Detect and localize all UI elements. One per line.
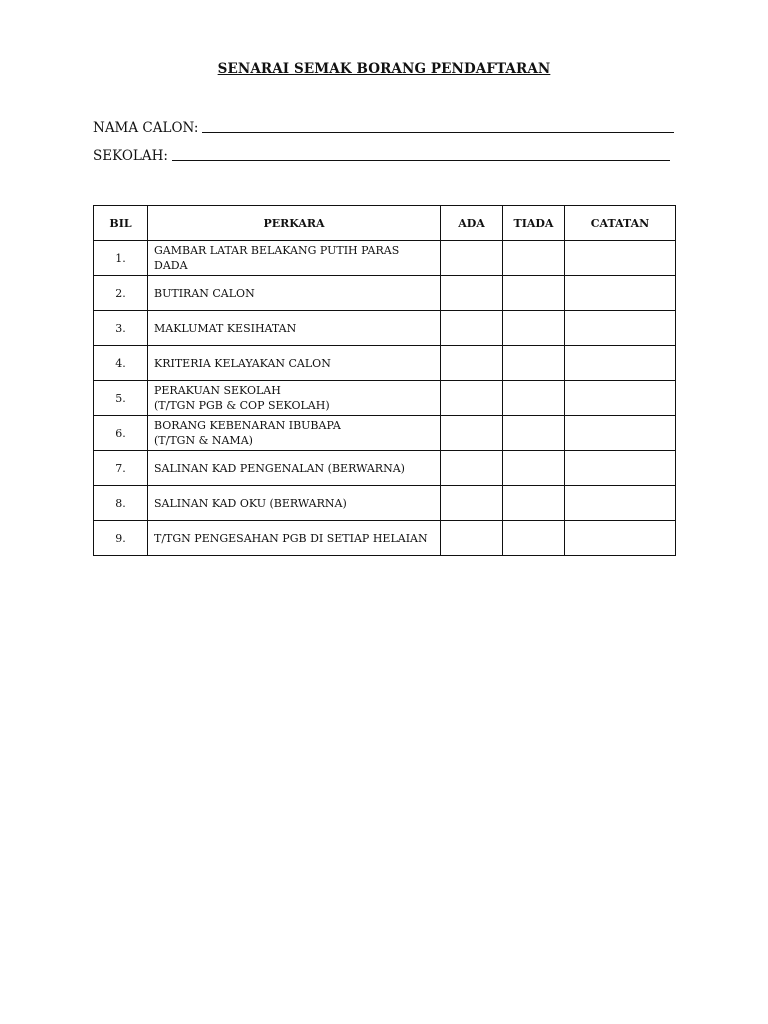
tiada-cell[interactable] — [503, 276, 565, 311]
row-bil: 7. — [94, 451, 148, 486]
sekolah-label: SEKOLAH: — [93, 148, 168, 164]
table-row — [94, 346, 676, 381]
tiada-cell[interactable] — [503, 241, 565, 276]
tiada-cell[interactable] — [503, 346, 565, 381]
row-perkara-text: KRITERIA KELAYAKAN CALON — [154, 356, 331, 370]
ada-cell[interactable] — [441, 346, 503, 381]
catatan-cell[interactable] — [565, 311, 676, 346]
row-bil: 6. — [94, 416, 148, 451]
row-perkara-subtext: (T/TGN & NAMA) — [154, 434, 253, 447]
row-perkara-subtext: (T/TGN PGB & COP SEKOLAH) — [154, 399, 330, 412]
row-perkara — [148, 346, 441, 381]
row-perkara-text: BUTIRAN CALON — [154, 286, 255, 300]
row-perkara — [148, 311, 441, 346]
tiada-cell[interactable] — [503, 416, 565, 451]
tiada-cell[interactable] — [503, 451, 565, 486]
table-row — [94, 276, 676, 311]
ada-cell[interactable] — [441, 381, 503, 416]
nama-calon-field — [93, 116, 674, 136]
row-perkara-text: T/TGN PENGESAHAN PGB DI SETIAP HELAIAN — [154, 531, 428, 545]
header-perkara: PERKARA — [148, 206, 441, 241]
tiada-cell[interactable] — [503, 381, 565, 416]
catatan-cell[interactable] — [565, 451, 676, 486]
table-row — [94, 521, 676, 556]
row-perkara — [148, 241, 441, 276]
ada-cell[interactable] — [441, 451, 503, 486]
ada-cell[interactable] — [441, 276, 503, 311]
row-perkara-text: BORANG KEBENARAN IBUBAPA — [154, 419, 341, 432]
document-title: SENARAI SEMAK BORANG PENDAFTARAN — [217, 61, 551, 77]
checklist-table — [93, 205, 676, 556]
table-row — [94, 381, 676, 416]
catatan-cell[interactable] — [565, 381, 676, 416]
table-row — [94, 486, 676, 521]
row-perkara — [148, 381, 441, 416]
catatan-cell[interactable] — [565, 276, 676, 311]
header-catatan: CATATAN — [565, 206, 676, 241]
row-perkara-text: PERAKUAN SEKOLAH — [154, 384, 281, 397]
tiada-cell[interactable] — [503, 311, 565, 346]
row-perkara-text: GAMBAR LATAR BELAKANG PUTIH PARAS DADA — [154, 244, 400, 272]
header-tiada: TIADA — [503, 206, 565, 241]
row-bil: 4. — [94, 346, 148, 381]
catatan-cell[interactable] — [565, 346, 676, 381]
table-row — [94, 241, 676, 276]
catatan-cell[interactable] — [565, 241, 676, 276]
nama-calon-label: NAMA CALON: — [93, 120, 199, 136]
row-bil: 3. — [94, 311, 148, 346]
row-bil: 5. — [94, 381, 148, 416]
catatan-cell[interactable] — [565, 416, 676, 451]
table-row — [94, 311, 676, 346]
row-perkara-text: SALINAN KAD OKU (BERWARNA) — [154, 496, 347, 510]
row-perkara-text: MAKLUMAT KESIHATAN — [154, 321, 297, 335]
row-perkara — [148, 451, 441, 486]
header-ada: ADA — [441, 206, 503, 241]
row-bil: 1. — [94, 241, 148, 276]
sekolah-field — [93, 144, 670, 164]
nama-calon-blank-line — [202, 132, 674, 133]
header-bil: BIL — [94, 206, 148, 241]
ada-cell[interactable] — [441, 486, 503, 521]
row-perkara-text: SALINAN KAD PENGENALAN (BERWARNA) — [154, 461, 405, 475]
row-perkara — [148, 416, 441, 451]
catatan-cell[interactable] — [565, 486, 676, 521]
catatan-cell[interactable] — [565, 521, 676, 556]
sekolah-blank-line — [172, 160, 670, 161]
table-header-row — [94, 206, 676, 241]
row-bil: 9. — [94, 521, 148, 556]
ada-cell[interactable] — [441, 241, 503, 276]
ada-cell[interactable] — [441, 521, 503, 556]
ada-cell[interactable] — [441, 416, 503, 451]
row-bil: 2. — [94, 276, 148, 311]
row-perkara — [148, 521, 441, 556]
row-perkara — [148, 486, 441, 521]
tiada-cell[interactable] — [503, 521, 565, 556]
row-bil: 8. — [94, 486, 148, 521]
table-row — [94, 451, 676, 486]
tiada-cell[interactable] — [503, 486, 565, 521]
table-row — [94, 416, 676, 451]
ada-cell[interactable] — [441, 311, 503, 346]
row-perkara — [148, 276, 441, 311]
